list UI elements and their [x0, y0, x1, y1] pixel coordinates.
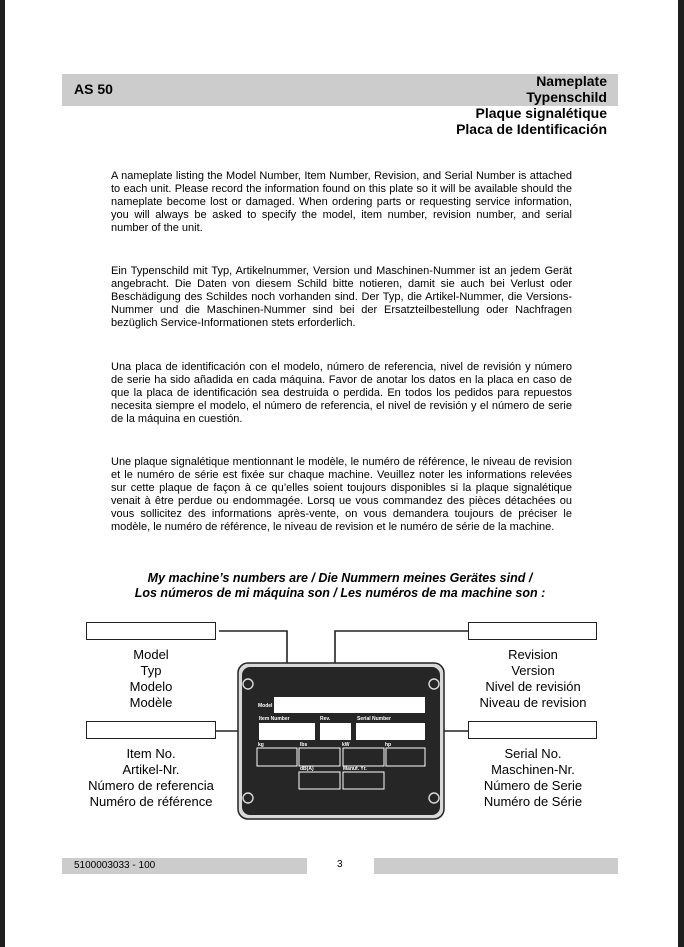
- revision-input[interactable]: [468, 622, 597, 640]
- label-model-fr: Modèle: [129, 695, 173, 710]
- label-model-es: Modelo: [129, 679, 173, 694]
- svg-text:kg: kg: [258, 742, 264, 748]
- paragraph-german: Ein Typenschild mit Typ, Artikelnummer, Version und Maschinen-Nummer ist an jedem Gerät angebracht. Die Daten von diesem Schild bitte notieren, damit sie auch bei Verlust oder Beschädigung des Schildes noch vorhanden sind. Der Typ, die Artikel-Nummer, die Versions- Nummer und die Maschinen-Nummer sind bei der Ersatzteilbestellung oder Nachfragen bezüglich Service-Informationen stets erforderlich.: [111, 265, 572, 329]
- label-item-es: Número de referencia: [88, 778, 214, 793]
- svg-text:Serial Number: Serial Number: [357, 716, 391, 722]
- label-item-de: Artikel-Nr.: [122, 762, 180, 777]
- svg-text:kW: kW: [342, 742, 350, 748]
- paragraph-french: Une plaque signalétique mentionnant le modèle, le numéro de référence, le niveau de revision et le numéro de série est fixée sur chaque machine. Veuillez noter les informations relevées sur cette plaque de façon à ce qu’elles soient toujours disponibles si la plaque signalétique venait à être perdue ou endommagée. Lorsq ue vous commandez des pièces détachées ou vous sollicitez des informations après-vente, on vous demandera toujours de préciser le modèle, le numéro de référence, le niveau de revision et le numéro de série de la machine.: [111, 456, 572, 533]
- label-serial-de: Maschinen-Nr.: [491, 762, 575, 777]
- nameplate-illustration: [237, 662, 445, 820]
- serial-number-input[interactable]: [468, 721, 597, 739]
- svg-text:Rev.: Rev.: [320, 716, 331, 722]
- footer-doc-number: 5100003033 - 100: [74, 860, 156, 871]
- label-revision-fr: Niveau de revision: [479, 695, 587, 710]
- model-input[interactable]: [86, 622, 216, 640]
- viewer-left-border: [0, 0, 5, 947]
- page-number: 3: [337, 859, 343, 870]
- svg-text:Model: Model: [258, 703, 273, 709]
- paragraph-spanish: Una placa de identificación con el modelo, número de referencia, nivel de revisión y número de serie ha sido añadida en cada máquina. Favor de anotar los datos en la placa en caso de que la placa de identificación sea destruida o perdida. En todos los pedidos para repuestos necesita siempre el modelo, el número de referencia, el nivel de revisión y el número de serie de la máquina en cuestión.: [111, 361, 572, 425]
- label-model-en: Model: [133, 647, 169, 662]
- label-serial-fr: Numéro de Série: [483, 794, 583, 809]
- label-serial-en: Serial No.: [504, 746, 562, 761]
- label-item-fr: Numéro de référence: [89, 794, 213, 809]
- footer-right-bar: [374, 858, 618, 874]
- label-revision-de: Version: [511, 663, 555, 678]
- label-revision-en: Revision: [508, 647, 558, 662]
- model-name: AS 50: [74, 81, 113, 97]
- svg-text:hp: hp: [385, 742, 392, 748]
- label-revision-es: Nivel de revisión: [485, 679, 581, 694]
- label-item-en: Item No.: [126, 746, 176, 761]
- form-heading-line1: My machine’s numbers are / Die Nummern meines Gerätes sind /: [147, 571, 533, 585]
- label-serial-es: Número de Serie: [483, 778, 583, 793]
- title-es: Placa de Identificación: [456, 121, 607, 137]
- page-title: [456, 73, 607, 137]
- title-en: Nameplate: [536, 73, 607, 89]
- title-fr: Plaque signalétique: [475, 105, 607, 121]
- title-de: Typenschild: [526, 89, 607, 105]
- label-model-de: Typ: [140, 663, 162, 678]
- paragraph-english: A nameplate listing the Model Number, Item Number, Revision, and Serial Number is attached to each unit. Please record the information found on this plate so it will be available should the nameplate become lost or damaged. When ordering parts or requesting service information, you will always be asked to specify the model, item number, revision number, and serial number of the unit.: [111, 170, 572, 234]
- svg-text:dB(A): dB(A): [300, 766, 314, 772]
- revision-labels: [458, 647, 608, 711]
- model-labels: [76, 647, 226, 711]
- form-heading: [62, 571, 618, 601]
- item-labels: [76, 746, 226, 810]
- svg-text:Manuf. Yr.: Manuf. Yr.: [343, 766, 367, 772]
- item-number-input[interactable]: [86, 721, 216, 739]
- serial-labels: [458, 746, 608, 810]
- svg-text:Item Number: Item Number: [259, 716, 290, 722]
- footer-doc-bar: [62, 858, 307, 874]
- form-heading-line2: Los números de mi máquina son / Les numéros de ma machine son :: [134, 586, 546, 600]
- svg-text:lbs: lbs: [300, 742, 308, 748]
- viewer-right-border: [678, 0, 684, 947]
